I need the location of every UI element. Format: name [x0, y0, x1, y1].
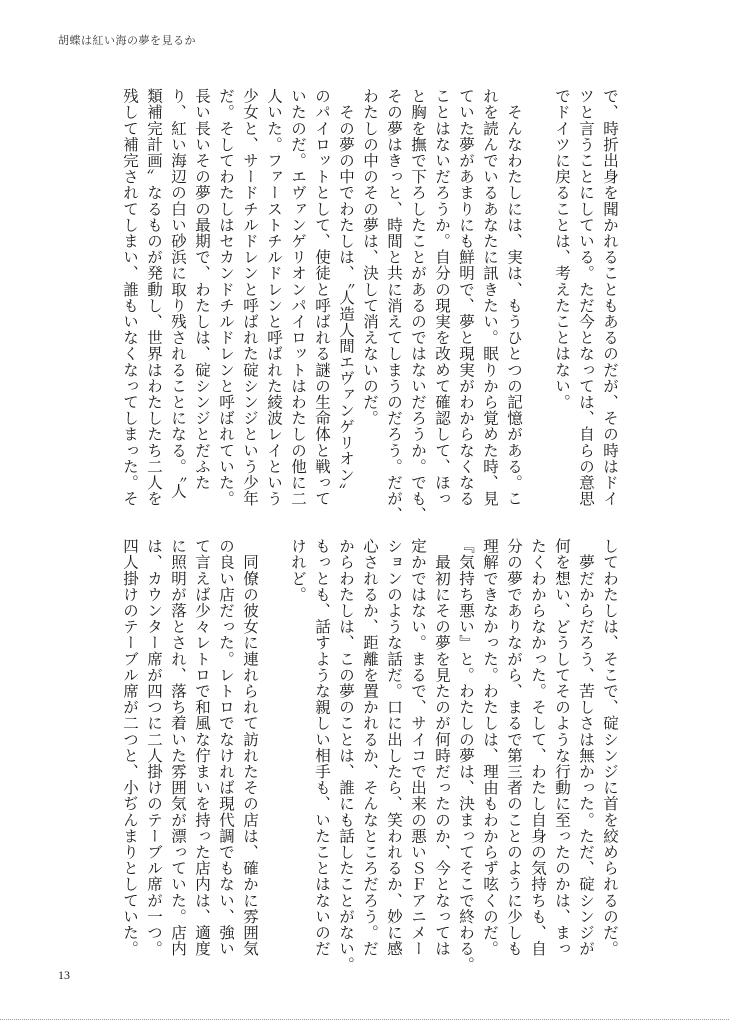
running-header-title: 胡蝶は紅い海の夢を見るか	[58, 34, 196, 47]
text-column: ツと言うことにしている。ただ今となっては、自らの意思	[577, 88, 595, 507]
text-column: たくわからなかった。そして、わたし自身の気持ちも、自	[529, 538, 547, 957]
text-column: 理解できなかった。わたしは、理由もわからず呟くのだ。	[481, 538, 499, 957]
text-column: その夢はきっと、時間と共に消えてしまうのだろう。だが、	[385, 88, 403, 523]
text-column: 分の夢でありながら、まるで第三者のことのように少しも	[505, 538, 523, 957]
text-column: からわたしは、この夢のことは、誰にも話したことがない。	[337, 538, 355, 973]
page-number: 13	[58, 968, 70, 982]
text-column: て言えば少々レトロで和風な佇まいを持った店内は、適度	[193, 538, 211, 957]
text-column: 同僚の彼女に連れられて訪れたその店は、確かに雰囲気	[241, 538, 259, 957]
text-column: 残して補完されてしまい、誰もいなくなってしまった。そ	[121, 88, 139, 507]
text-column: いたのだ。エヴァンゲリオンパイロットはわたしの他に二	[289, 88, 307, 507]
text-column: に照明が落とされ、落ち着いた雰囲気が漂っていた。店内	[169, 538, 187, 957]
text-column: は、カウンター席が四つに二人掛けのテーブル席が一つ。	[145, 538, 163, 957]
text-column: 長い長いその夢の最期で、わたしは、碇シンジとだふた	[193, 88, 211, 491]
text-column: ことはないだろうか。自分の現実を改めて確認して、ほっ	[433, 88, 451, 507]
text-block-top	[113, 88, 619, 523]
text-column: けれど。	[289, 538, 307, 603]
text-column: 心されるか、距離を置かれるか、そんなところだろう。だ	[361, 538, 379, 957]
text-column: の良い店だった。レトロでなければ現代調でもない、強い	[217, 538, 235, 957]
text-column: でドイツに戻ることは、考えたことはない。	[553, 88, 571, 410]
text-column: ていた夢があまりにも鮮明で、夢と現実がわからなくなる	[457, 88, 475, 507]
text-column: 類補完計画〟なるものが発動し、世界はわたしたち二人を	[145, 88, 163, 507]
text-column: 何を想い、どうしてそのような行動に至ったのかは、まっ	[553, 538, 571, 957]
text-column: のパイロットとして、使徒と呼ばれる謎の生命体と戦って	[313, 88, 331, 507]
text-column: 人いた。ファーストチルドレンと呼ばれた綾波レイという	[265, 88, 283, 507]
text-column: だ。そしてわたしはセカンドチルドレンと呼ばれていた。	[217, 88, 235, 507]
text-column: り、紅い海辺の白い砂浜に取り残されることになる。〝人	[169, 88, 187, 499]
text-column: 四人掛けのテーブル席が二つと、小ぢんまりとしていた。	[121, 538, 139, 957]
text-column: れを読んでいるあなたに訊きたい。眠りから覚めた時、見	[481, 88, 499, 507]
footer-divider	[0, 1019, 729, 1020]
text-column-blank	[257, 538, 281, 958]
text-column: もっとも、話すような親しい相手も、いたことはないのだ	[313, 538, 331, 957]
text-column: 夢だからだろう、苦しさは無かった。ただ、碇シンジが	[577, 538, 595, 957]
text-column: で、時折出身を聞かれることもあるのだが、その時はドイ	[601, 88, 619, 507]
text-column: 定かではない。まるで、サイコで出来の悪いＳＦアニメー	[409, 538, 427, 957]
text-column: と胸を撫で下ろしたことがあるのではないだろうか。でも、	[409, 88, 427, 523]
text-column-blank	[521, 88, 545, 518]
text-column: 少女と、サードチルドレンと呼ばれた碇シンジという少年	[241, 88, 259, 507]
text-column: 最初にその夢を見たのが何時だったのか、今となっては	[433, 538, 451, 957]
text-column: わたしの中のその夢は、決して消えないのだ。	[361, 88, 379, 427]
text-block-bottom	[113, 538, 619, 973]
text-column: その夢の中でわたしは、〝人造人間エヴァンゲリオン〟	[337, 88, 355, 499]
text-column: 『気持ち悪い』と。わたしの夢は、決まってそこで終わる。	[457, 538, 475, 973]
text-column: してわたしは、そこで、碇シンジに首を絞められるのだ。	[601, 538, 619, 957]
text-column: ションのような話だ。口に出したら、笑われるか、妙に感	[385, 538, 403, 957]
text-column: そんなわたしには、実は、もうひとつの記憶がある。こ	[505, 88, 523, 507]
